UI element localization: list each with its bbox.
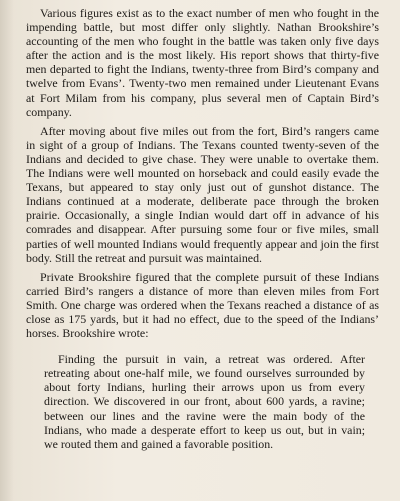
block-quote: Finding the pursuit in vain, a retreat was ordered. After retreating about one-half mile, we found ourselves surrounded by about forty Indians, hurling their arrows upon us from every direction. We discovered in our front, about 600 yards, a ravine; between our lines and the ravine were the main body of the Indians, who made a desperate effort to keep us out, but in vain; we routed them and gained a favorable position. bbox=[44, 352, 365, 451]
spine-shadow bbox=[0, 0, 14, 501]
paragraph-3: Private Brookshire figured that the complete pursuit of these Indians carried Bird’s rangers a distance of more than eleven miles from Fort Smith. One charge was ordered when the Texans reached a distance of as close as 175 yards, but it had no effect, due to the speed of the Indians’ horses. Brookshire wrote: bbox=[26, 269, 379, 341]
paragraph-2: After moving about five miles out from the fort, Bird’s rangers came in sight of a group of Indians. The Texans counted twenty-seven of the Indians and decided to give chase. They were unable to overtake them. The Indians were well mounted on horseback and could easily evade the Texans, but appeared to stay only just out of gunshot distance. The Indians continued at a moderate, deliberate pace through the broken prairie. Occasionally, a single Indian would dart off in advance of his comrades and disappear. After pursuing some four or five miles, small parties of well mounted Indians would frequently appear and join the first body. Still the retreat and pursuit was maintained. bbox=[26, 123, 379, 265]
body-text bbox=[26, 6, 379, 451]
paragraph-1: Various figures exist as to the exact number of men who fought in the impending battle, but most differ only slightly. Nathan Brookshire’s accounting of the men who fought in the battle was taken only five days after the action and is the most likely. His report shows that thirty-five men departed to fight the Indians, twenty-three from Bird’s company and twelve from Evans’. Twenty-two men remained under Lieutenant Evans at Fort Milam from his company, plus several men of Captain Bird’s company. bbox=[26, 6, 379, 119]
